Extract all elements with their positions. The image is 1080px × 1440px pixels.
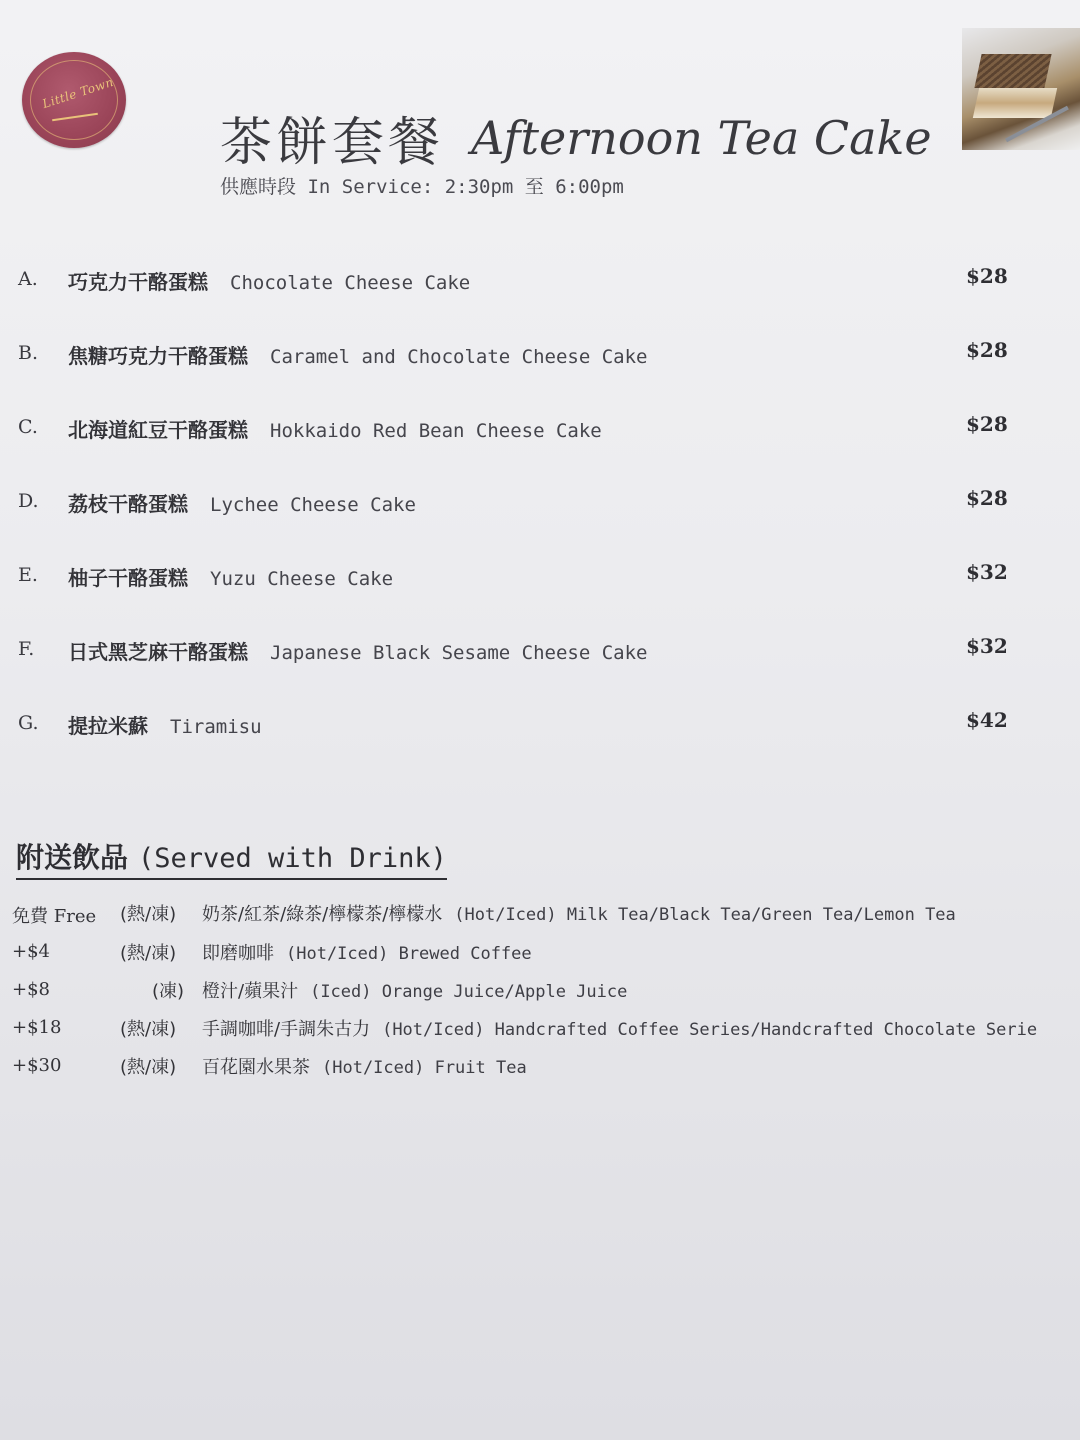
drink-description	[202, 900, 956, 926]
item-name-english: Chocolate Cheese Cake	[230, 272, 471, 294]
drink-temperature: (熱/凍)	[120, 1057, 177, 1078]
menu-item-g	[18, 706, 1018, 742]
item-name	[68, 562, 393, 591]
page-title	[220, 100, 932, 175]
cake-top	[974, 54, 1051, 88]
drinks-heading	[16, 836, 447, 880]
item-name-english: Lychee Cheese Cake	[210, 494, 416, 516]
item-name-chinese: 巧克力干酪蛋糕	[68, 270, 208, 294]
item-price: $32	[966, 634, 1008, 658]
item-letter: F.	[18, 638, 35, 660]
item-name-chinese: 焦糖巧克力干酪蛋糕	[68, 344, 248, 368]
drinks-heading-chinese: 附送飲品	[16, 841, 129, 874]
drink-row-4	[12, 937, 1080, 967]
drink-name-chinese: 奶茶/紅茶/綠茶/檸檬茶/檸檬水	[202, 904, 443, 925]
title-chinese: 茶餅套餐	[220, 113, 445, 173]
item-letter: B.	[18, 342, 39, 364]
item-name-chinese: 北海道紅豆干酪蛋糕	[68, 418, 248, 442]
drink-name-chinese: 即磨咖啡	[202, 943, 274, 964]
drink-temperature: (熱/凍)	[120, 943, 177, 964]
menu-item-f	[18, 632, 1018, 668]
item-name	[68, 636, 648, 665]
drink-price: +$4	[12, 941, 50, 962]
drinks-heading-english: (Served with Drink)	[138, 843, 447, 874]
item-letter: D.	[18, 490, 39, 512]
menu-item-e	[18, 558, 1018, 594]
restaurant-logo	[22, 52, 126, 148]
item-name	[68, 414, 602, 443]
drink-name-chinese: 手調咖啡/手調朱古力	[202, 1019, 371, 1040]
menu-item-a	[18, 262, 1018, 298]
drink-name-english: (Hot/Iced) Fruit Tea	[322, 1058, 527, 1078]
item-name-english: Caramel and Chocolate Cheese Cake	[270, 346, 648, 368]
item-price: $32	[966, 560, 1008, 584]
item-name-english: Yuzu Cheese Cake	[210, 568, 394, 590]
drink-description	[202, 1015, 1037, 1041]
drink-name-english: (Hot/Iced) Milk Tea/Black Tea/Green Tea/Lemon Tea	[454, 905, 956, 925]
item-price: $28	[966, 338, 1008, 362]
menu-item-c	[18, 410, 1018, 446]
item-letter: E.	[18, 564, 38, 586]
item-name	[68, 340, 648, 369]
title-english: Afternoon Tea Cake	[471, 110, 932, 165]
item-name	[68, 266, 470, 295]
item-name-chinese: 荔枝干酪蛋糕	[68, 492, 188, 516]
drink-row-8	[12, 975, 1080, 1005]
menu-item-b	[18, 336, 1018, 372]
logo-text: Little Town	[40, 74, 116, 112]
drink-temperature: (熱/凍)	[120, 1019, 177, 1040]
drink-name-english: (Hot/Iced) Brewed Coffee	[286, 944, 532, 964]
drink-row-18	[12, 1013, 1080, 1043]
drink-name-chinese: 百花園水果茶	[202, 1057, 310, 1078]
item-name-english: Hokkaido Red Bean Cheese Cake	[270, 420, 602, 442]
item-name-english: Japanese Black Sesame Cheese Cake	[270, 642, 648, 664]
item-price: $42	[966, 708, 1008, 732]
menu-item-d	[18, 484, 1018, 520]
drink-name-chinese: 橙汁/蘋果汁	[202, 981, 299, 1002]
drink-description	[202, 1053, 527, 1079]
cake-layer	[973, 88, 1057, 118]
item-letter: A.	[18, 268, 38, 290]
item-letter: G.	[18, 712, 39, 734]
item-name-chinese: 柚子干酪蛋糕	[68, 566, 188, 590]
drink-row-free	[12, 898, 1080, 928]
item-name-chinese: 提拉米蘇	[68, 714, 148, 738]
item-name-chinese: 日式黑芝麻干酪蛋糕	[68, 640, 248, 664]
drink-description	[202, 977, 627, 1003]
drink-name-english: (Hot/Iced) Handcrafted Coffee Series/Handcrafted Chocolate Serie	[382, 1020, 1038, 1040]
drink-temperature: (熱/凍)	[120, 904, 177, 925]
item-name	[68, 488, 416, 517]
drink-name-english: (Iced) Orange Juice/Apple Juice	[310, 982, 628, 1002]
drink-price: +$8	[12, 979, 50, 1000]
drink-row-30	[12, 1051, 1080, 1081]
item-price: $28	[966, 486, 1008, 510]
drink-price: +$30	[12, 1055, 62, 1076]
service-hours: 供應時段 In Service: 2:30pm 至 6:00pm	[220, 176, 624, 198]
drink-temperature: (凍)	[152, 981, 185, 1002]
item-letter: C.	[18, 416, 38, 438]
drink-description	[202, 939, 532, 965]
item-name	[68, 710, 262, 739]
drink-price: 免費 Free	[12, 906, 97, 927]
item-name-english: Tiramisu	[170, 716, 262, 738]
item-price: $28	[966, 412, 1008, 436]
tiramisu-photo	[962, 28, 1080, 150]
item-price: $28	[966, 264, 1008, 288]
drink-price: +$18	[12, 1017, 62, 1038]
